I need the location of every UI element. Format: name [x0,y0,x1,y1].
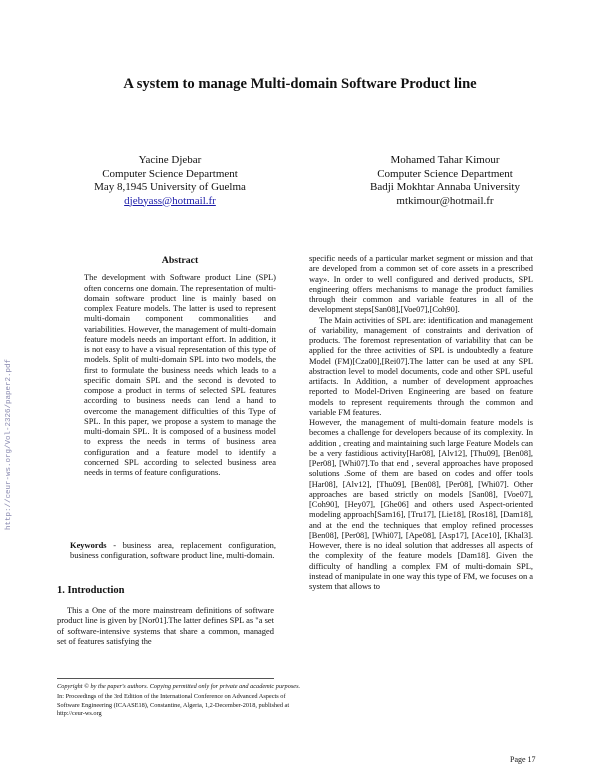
keywords [70,540,276,561]
abstract-text: The development with Software product Line (SPL) often concerns one domain. The representation of multi-domain software product line is mainly based on complex Feature models. The latter is used to represent multi-domain component commonalities and variabilities. However, the management of multi-domain feature models needs an important effort. In addition, it is not easy to have a visual representation of this type of models. Split of multi-domain SPL into two models, the first to formulate the business needs which leads to a specific domain SPL and the second is devoted to compose a product in terms of selected SPL features according to business needs can lend a hand to overcome the management difficulties of this Type of SPL. In this paper, we propose a system to manage the multi-domain SPL. It is composed of a business model to express the needs in terms of business area configuration and a feature model to identify a concerned SPL according to selected business area needs in terms of feature configurations. [84,272,276,477]
author-affiliation: May 8,1945 University of Guelma [94,181,246,193]
footnote-proceedings: In: Proceedings of the 3rd Edition of the International Conference on Advanced Aspects of Software Engineering (ICAASE18), Constantine, Algeria, 1,2-December-2018, published at http://ceur-ws.org [57,693,290,717]
footnote-rule [57,678,274,679]
right-column [309,253,533,591]
author-name: Yacine Djebar [138,154,202,166]
footnote-copyright: Copyright © by the paper's authors. Copying permitted only for private and academic purposes. [57,683,301,690]
author-block-1 [60,154,280,208]
intro-text-block [57,605,274,646]
footnote [57,683,302,718]
author-email-link[interactable]: djebyass@hotmail.fr [124,194,216,207]
left-column [84,256,276,477]
author-department: Computer Science Department [377,167,513,180]
intro-heading: 1. Introduction [57,585,125,596]
side-url-stamp: http://ceur-ws.org/Vol-2326/paper2.pdf [5,358,13,530]
author-email: mtkimour@hotmail.fr [396,194,494,207]
keywords-text: - business area, replacement configuration, business configuration, software product line, multi-domain. [70,540,276,561]
author-department: Computer Science Department [102,167,238,180]
author-block-2 [330,154,560,208]
keywords-label: Keywords [70,540,107,550]
body-paragraph: However, the management of multi-domain feature models is becomes a challenge for developers because of its complexity. In addition , creating and maintaining such large Feature Models can be a very fastidious activity[Har08], [Alv12], [Thu09], [Ben08], [Per08], [Whi07].To that end , several approaches have proposed solutions .Some of them are based on codes and offer tools [Har08], [Alv12], [Thu09], [Ben08], [Per08], [Whi07]. Other approaches are based strictly on models [San08], [Voe07], [Coh90], [Hey07], [Ghe06] and others used Aspect-oriented modeling approach[Sam16], [Tru17], [Lie18], [Ros18], [Dam18], and at the end the techniques that employ refined processes [Ben08], [Per08], [Whi07], [Ape08], [Asp17], [Ace10], [Khal3]. However, there is no ideal solution that addresses all aspects of the complexity of the feature models [Dam18]. Given the difficulty of handling a complex FM of multi-domain SPL, instead of manipulate in one way this type of FM, we focuses on a system that allows to [309,417,534,591]
intro-text: This a One of the more mainstream definitions of software product line is given by [Nor01].The latter defines SPL as "a set of software-intensive systems that share a common, managed set of features satisfying the [57,605,274,646]
author-name: Mohamed Tahar Kimour [390,154,500,166]
page-number: Page 17 [510,755,536,764]
author-affiliation: Badji Mokhtar Annaba University [369,181,520,193]
body-paragraph: specific needs of a particular market segment or mission and that are developed from a common set of core assets in a prescribed way». In order to well configured and derived products, SPL engineering offers mechanisms to manage the product families through their common and variable features in all of the development steps[San08],[Voe07],[Coh90]. [309,253,533,315]
paper-title: A system to manage Multi-domain Software Product line [123,76,477,92]
body-paragraph: The Main activities of SPL are: identification and management of variability, management of constraints and derivation of products. The foremost representation of variability that can be applied for the three activities of SPL is undoubtedly a feature Model (FM)[Cza00],[Rei07].The latter can be used at any SPL abstraction level to model documents, code and other SPL useful artifacts. In Addition, a number of development approaches reported to Model-Driven Engineering are based on feature models to represent requirements through the common and variable FM features. [309,314,533,417]
abstract-heading: Abstract [161,255,199,266]
